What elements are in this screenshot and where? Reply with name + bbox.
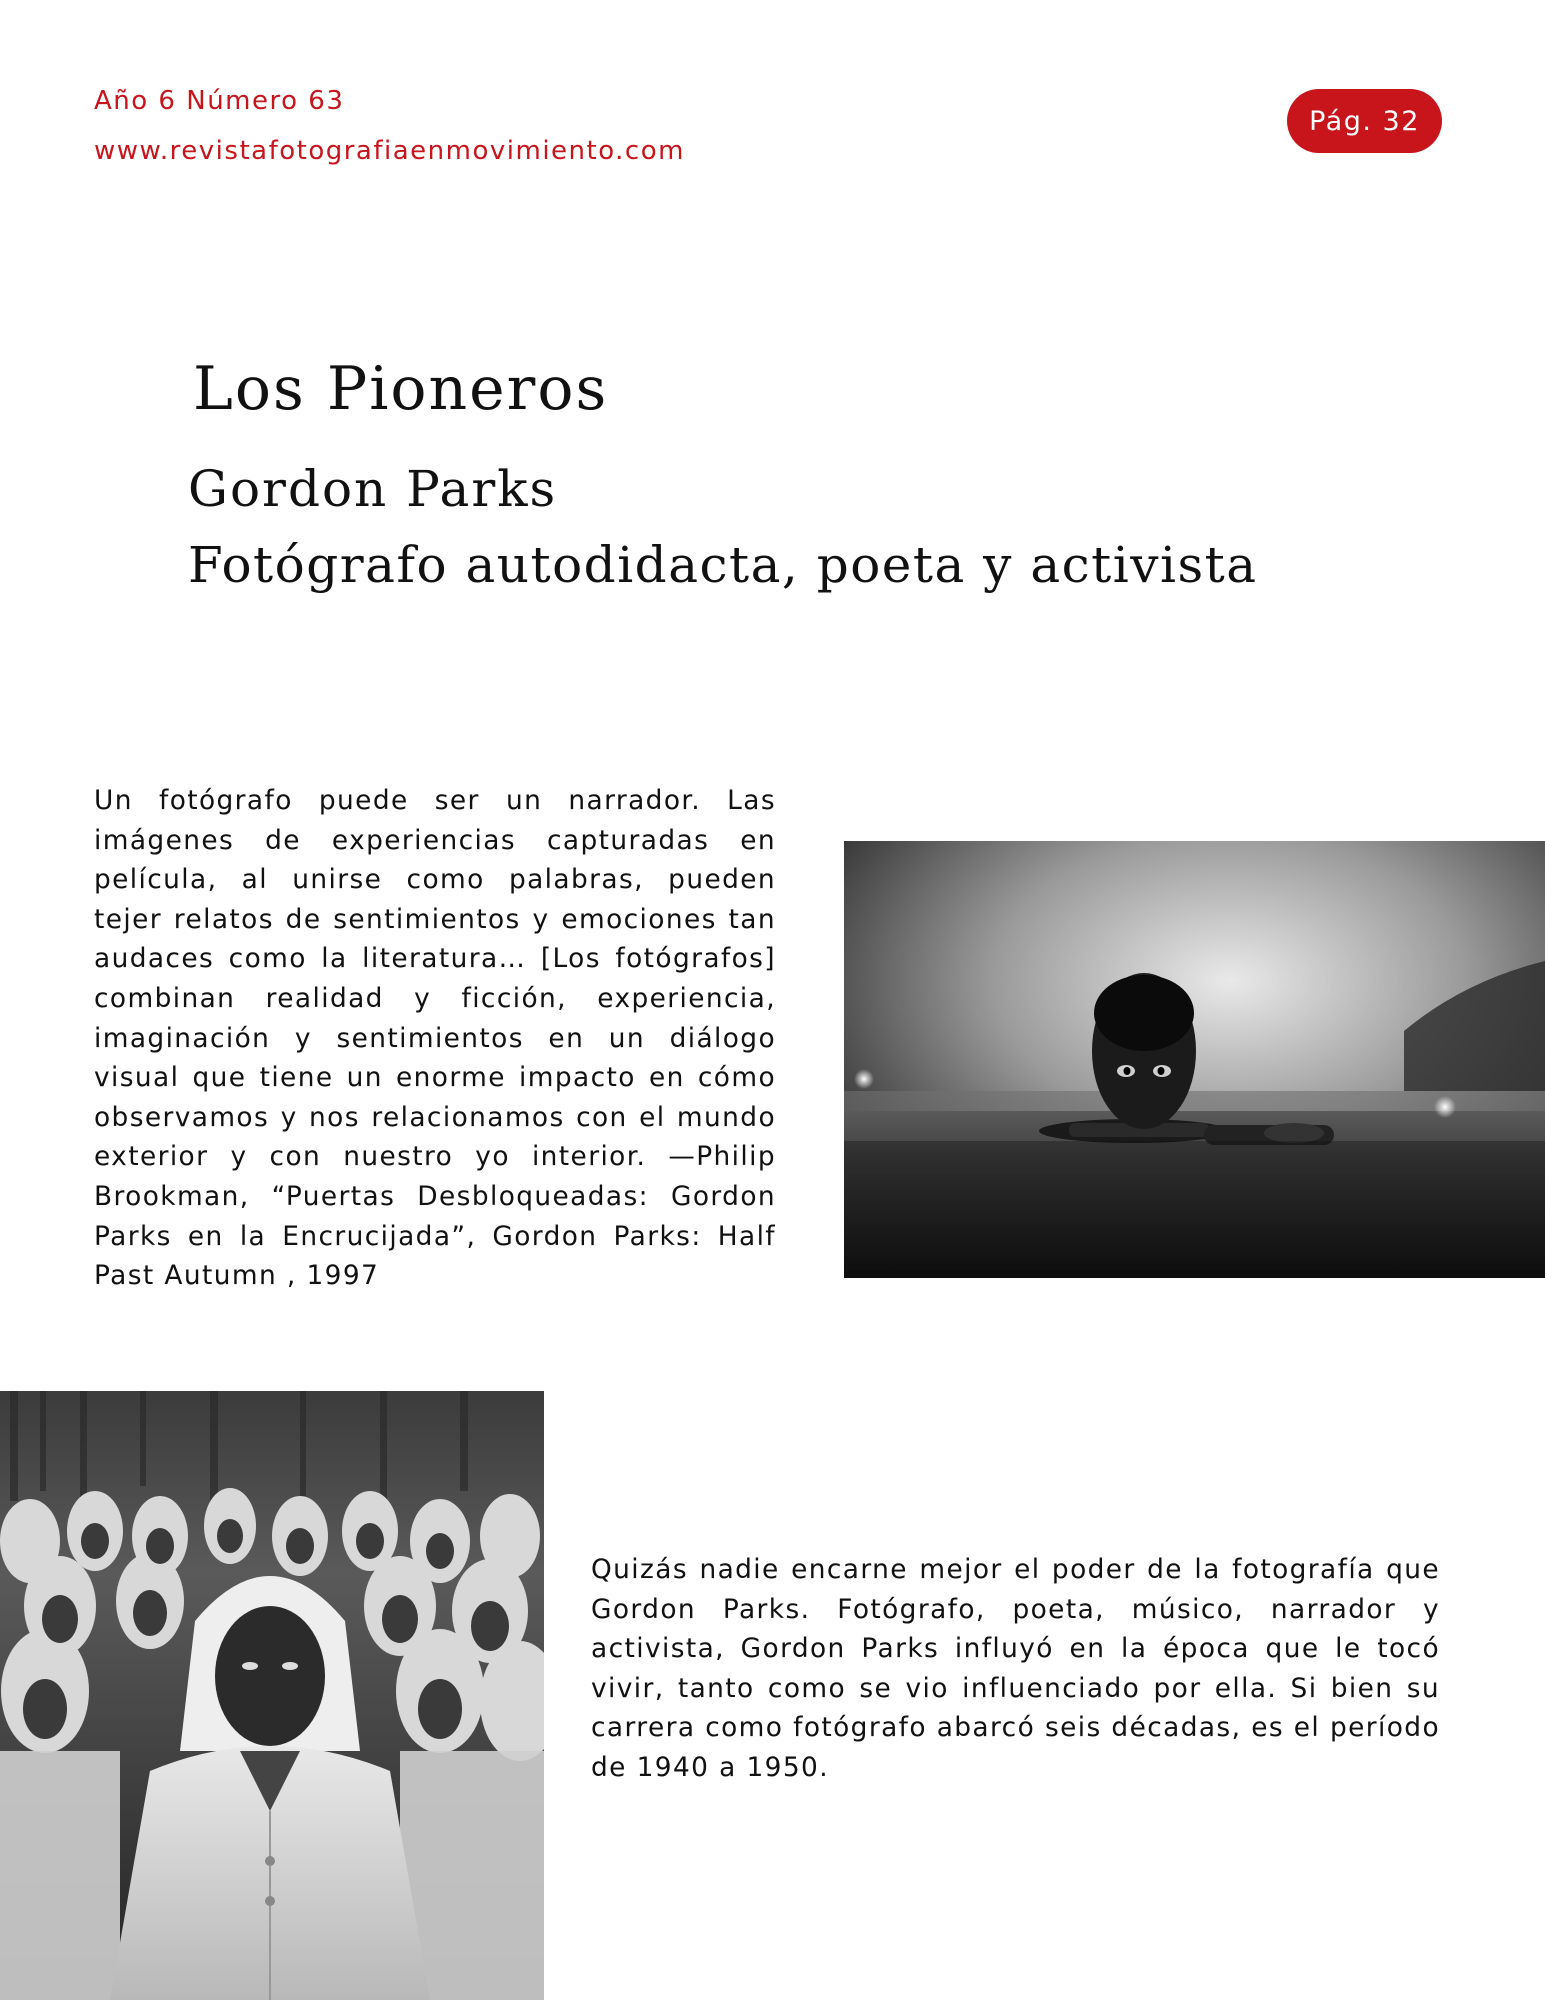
photo-women-in-white-habits [0,1391,544,2000]
article-subtitle: Fotógrafo autodidacta, poeta y activista [188,536,1258,594]
article-title: Gordon Parks [188,460,558,518]
body-paragraph: Quizás nadie encarne mejor el poder de la fotografía que Gordon Parks. Fotógrafo, poeta, músico, narrador y activista, Gordon Parks influyó en la época que le tocó vivir, tanto como se vio influenciado por ella. Si bien su carrera como fotógrafo abarcó seis décadas, es el período de 1940 a 1950. [591,1554,1440,1783]
section-title: Los Pioneros [193,354,609,424]
website-url[interactable]: www.revistafotografiaenmovimiento.com [94,136,685,166]
issue-number: Año 6 Número 63 [94,86,345,116]
page-number-label: Pág. 32 [1309,105,1420,137]
quote-paragraph: Un fotógrafo puede ser un narrador. Las imágenes de experiencias capturadas en película, al unirse como palabras, pueden tejer relatos de sentimientos y emociones tan audaces como la literatura… [Los fotógrafos] combinan realidad y ficción, experiencia, imaginación y sentimientos en un diálogo visual que tiene un enorme impacto en cómo observamos y nos relacionamos con el mundo exterior y con nuestro yo interior. —Philip Brookman, “Puertas Desbloqueadas: Gordon Parks en la Encrucijada”, Gordon Parks: Half Past Autumn , 1997 [94,785,776,1292]
page-number-badge [1287,89,1442,153]
photo-man-in-manhole [844,841,1545,1278]
